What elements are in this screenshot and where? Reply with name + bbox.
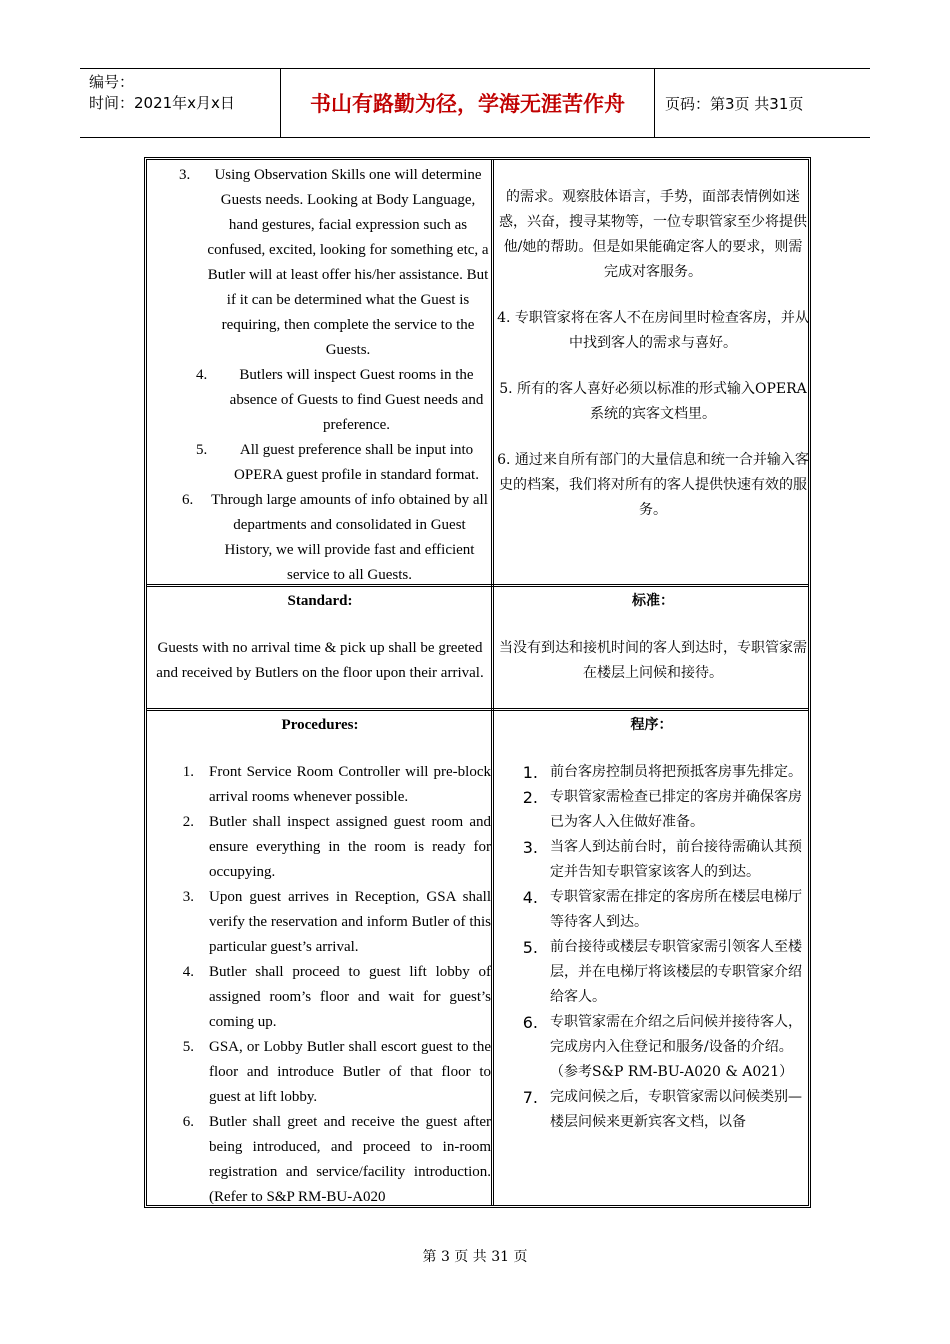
list-item (494, 1010, 809, 1085)
standard-text-cn: 当没有到达和接机时间的客人到达时，专职管家需在楼层上问候和接待。 (499, 640, 807, 681)
section1-en-list (149, 163, 491, 584)
list-item (494, 1085, 809, 1135)
list-item (494, 785, 809, 835)
item-text: 前台接待或楼层专职管家需引领客人至楼层，并在电梯厅将该楼层的专职管家介绍给客人。 (550, 939, 802, 1005)
item-text: Butler shall greet and receive the guest after being introduced, and proceed to in-room registration and service/facility introduction. (Refer to S&P RM-BU-A020 (209, 1114, 491, 1205)
list-item (149, 960, 491, 1035)
cn-paragraph: 6. 通过来自所有部门的大量信息和统一合并输入客史的档案，我们将对所有的客人提供快速有效的服务。 (497, 452, 809, 518)
item-text: Upon guest arrives in Reception, GSA shall verify the reservation and inform Butler of this particular guest’s arrival. (209, 889, 491, 955)
item-text: 前台客房控制员将把预抵客房事先排定。 (550, 764, 802, 780)
item-number: 5. (182, 1039, 194, 1055)
item-number: 3. (182, 889, 194, 905)
item-number: 5. (196, 442, 208, 458)
header-meta (80, 69, 281, 137)
procedures-cn-list (494, 760, 809, 1135)
section1-english (149, 163, 491, 584)
section1-chinese (497, 185, 809, 580)
item-number: 3. (179, 167, 191, 183)
row-divider (147, 584, 808, 587)
list-item (149, 438, 491, 488)
document-date-label: 时间：2021年x月x日 (89, 94, 235, 112)
procedures-heading-cn: 程序： (630, 717, 673, 733)
item-text: GSA, or Lobby Butler shall escort guest to the floor and introduce Butler of that floor to guest at lift lobby. (209, 1039, 491, 1105)
header-motto: 书山有路勤为径，学海无涯苦作舟 (281, 69, 655, 137)
standard-chinese (497, 589, 809, 707)
item-text: Butlers will inspect Guest rooms in the absence of Guests to find Guest needs and preference. (229, 367, 484, 433)
item-number: 1. (522, 763, 538, 782)
item-number: 4. (522, 888, 538, 907)
procedures-chinese (494, 713, 809, 1205)
list-item (149, 1035, 491, 1110)
item-number: 6. (182, 492, 194, 508)
item-number: 2. (522, 788, 538, 807)
list-item (149, 163, 491, 363)
procedures-en-list (149, 760, 491, 1205)
procedures-heading: Procedures: (281, 717, 359, 733)
standard-text: Guests with no arrival time & pick up shall be greeted and received by Butlers on the floor upon their arrival. (156, 640, 484, 681)
procedures-english (149, 713, 491, 1205)
item-text: Butler shall inspect assigned guest room and ensure everything in the room is ready for occupying. (209, 814, 491, 880)
list-item (149, 1110, 491, 1205)
item-number: 7. (522, 1088, 538, 1107)
list-item (494, 760, 809, 785)
item-text: 完成问候之后，专职管家需以问候类别—楼层问候来更新宾客文档，以备 (550, 1089, 802, 1130)
item-number: 5. (522, 938, 538, 957)
list-item (149, 810, 491, 885)
list-item (494, 835, 809, 885)
item-number: 4. (182, 964, 194, 980)
header-page-number: 页码：第3页 共31页 (665, 94, 804, 113)
list-item (149, 363, 491, 438)
standard-english (153, 589, 487, 707)
item-text: 专职管家需检查已排定的客房并确保客房已为客人入住做好准备。 (550, 789, 802, 830)
item-text: 专职管家需在排定的客房所在楼层电梯厅等待客人到达。 (550, 889, 802, 930)
list-item (149, 885, 491, 960)
item-text: 当客人到达前台时，前台接待需确认其预定并告知专职管家该客人的到达。 (550, 839, 802, 880)
standard-heading: Standard: (287, 593, 353, 609)
sop-table (144, 157, 811, 1208)
item-text: 专职管家需在介绍之后问候并接待客人，完成房内入住登记和服务/设备的介绍。（参考S&P RM-BU-A020 & A021） (550, 1014, 802, 1080)
item-text: Through large amounts of info obtained by all departments and consolidated in Guest History, we will provide fast and efficient service to all Guests. (211, 492, 488, 583)
item-text: Front Service Room Controller will pre-block arrival rooms whenever possible. (209, 764, 491, 805)
item-text: Using Observation Skills one will determine Guests needs. Looking at Body Language, hand gestures, facial expression such as confused, excited, looking for something etc, a Butler will at least offer his/her assistance. But if it can be determined what the Guest is requiring, then complete the service to the Guests. (207, 167, 489, 358)
list-item (149, 488, 491, 584)
standard-heading-cn: 标准： (632, 593, 674, 609)
item-number: 2. (182, 814, 194, 830)
row-divider (147, 708, 808, 711)
cn-paragraph: 的需求。观察肢体语言，手势，面部表情例如迷惑，兴奋，搜寻某物等，一位专职管家至少将提供他/她的帮助。但是如果能确定客人的要求，则需完成对客服务。 (499, 189, 807, 280)
item-number: 4. (196, 367, 208, 383)
item-number: 6. (182, 1114, 194, 1130)
cn-paragraph: 4. 专职管家将在客人不在房间里时检查客房，并从中找到客人的需求与喜好。 (497, 310, 809, 351)
cn-paragraph: 5. 所有的客人喜好必须以标准的形式输入OPERA系统的宾客文档里。 (499, 381, 807, 422)
page-header (80, 68, 870, 138)
list-item (494, 885, 809, 935)
item-number: 6. (522, 1013, 538, 1032)
item-number: 3. (522, 838, 538, 857)
list-item (494, 935, 809, 1010)
item-number: 1. (182, 764, 194, 780)
document-number-label: 编号： (89, 73, 135, 91)
item-text: Butler shall proceed to guest lift lobby of assigned room’s floor and wait for guest’s coming up. (209, 964, 491, 1030)
item-text: All guest preference shall be input into OPERA guest profile in standard format. (234, 442, 479, 483)
list-item (149, 760, 491, 810)
page-footer: 第 3 页 共 31 页 (422, 1249, 528, 1265)
